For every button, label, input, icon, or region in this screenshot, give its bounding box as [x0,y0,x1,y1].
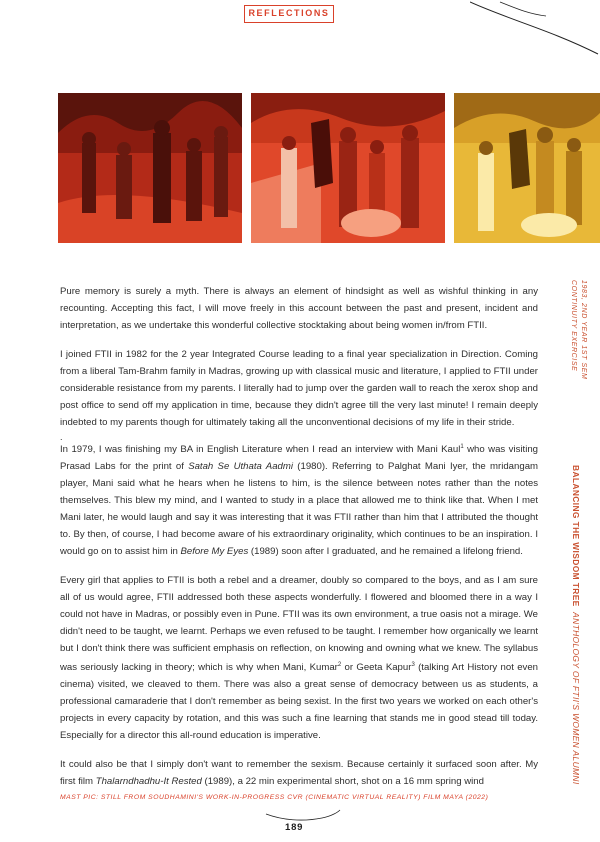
footnote-marker-2: 2 [337,662,342,669]
decorative-swoosh [470,0,600,60]
side-banner-subtitle: ANTHOLOGY OF FTII'S WOMEN ALUMNI [571,612,581,785]
paragraph-4: Every girl that applies to FTII is both a rebel and a dreamer, doubly so compared to the boys, and as I am sure all of us would agree, FTII addressed both these aspects wonderfully. I flowered and bloomed there in a way I could not have in Madras, or possibly even in Pune. FTII was its own environment, a true oasis not a mirage. We didn't need to be taught, we learnt. Perhaps we even refused to be taught. I remember how organically we learnt but I don't think there was sufficient emphasis on reflection, on knowing and owning what we knew. The syllabus was seriously lacking in theory; which is why when Mani, Kumar$^2$ or Geeta Kapur$^3$ (talking Art History not even cinema) visited, we cleaved to them. There was also a great sense of democracy between us as students, a professional camaraderie that I don't remember as being sexist. In the first two years we worked on each other's projects in every capacity by rotation, and this was such a fine learning that stands me in good stead till today. Especially for a director this all-round education is imperative. [60,575,538,742]
paragraph-5: It could also be that I simply don't want to remember the sexism. Because certainly it surfaced soon after. My first film Thalarndhadhu-It Rested (1989), a 22 min experimental short, shot on a 16 mm spring wind [60,759,538,788]
film-title: Before My Eyes [180,546,249,558]
section-tag: REFLECTIONS [244,5,334,23]
side-banner-title: BALANCING THE WISDOM TREE [571,465,581,607]
side-note-top: 1983, 2ND YEAR 1ST SEM CONTINUITY EXERCISE [570,280,587,380]
paragraph-3: In 1979, I was finishing my BA in English Literature when I read an interview with Mani Kaul$^1$ who was visiting Prasad Labs for the print of Satah Se Uthata Aadmi (1980). Referring to Palghat Mani Iyer, the mridangam player, Mani said what he hears when he listens to him, is the silence between notes rather than the notes themselves. This blew my mind, and I wanted to study in a place that allowed me to think like that. When I met Mani later, he would laugh and say it was interesting that it was FTII rather than him that I attributed the thought to. By then, of course, I had become aware of his extraordinary originality, which continues to be an inspiration. I would go on to assist him in Before My Eyes (1989) soon after I graduated, and he remained a lifelong friend. [60,444,539,558]
film-title: Thalarndhadhu-It Rested [95,776,202,788]
mast-photo-2 [251,93,445,243]
mast-photo-3 [454,93,600,243]
footnote-marker-3: 3 [411,662,415,669]
stray-dot: . [60,432,63,442]
mast-photo-strip [58,93,600,243]
film-title: Satah Se Uthata Aadmi [188,461,293,473]
footnote-marker-1: 1 [460,444,464,450]
mast-caption: MAST PIC: STILL FROM SOUDHAMINI'S WORK-IN-PROGRESS CVR (CINEMATIC VIRTUAL REALITY) FILM MAYA (2022) [60,794,489,801]
page-number: 189 [285,822,304,833]
side-banner [568,465,584,785]
paragraph-2: I joined FTII in 1982 for the 2 year Integrated Course leading to a final year specialization in Direction. Coming from a liberal Tam-Brahm family in Madras, growing up with classical music and literature, I applied to FTII under considerable resistance from my parents. I literally had to jump over the garden wall to reach the xerox shop and post office to send off my application in time, because they didn't agree till the very last minute! I remain deeply indebted to my parents though for ultimately taking all the unconventional decisions of my life in their stride. [60,349,538,428]
article-body [60,283,538,802]
mast-photo-1 [58,93,242,243]
paragraph-1: Pure memory is surely a myth. There is always an element of hindsight as well as wishful thinking in any recounting. Accepting this fact, I will move freely in this account between the past and present, incident and interpretation, as we undertake this wonderful collective stocktaking about being women in/from FTII. [60,286,538,331]
